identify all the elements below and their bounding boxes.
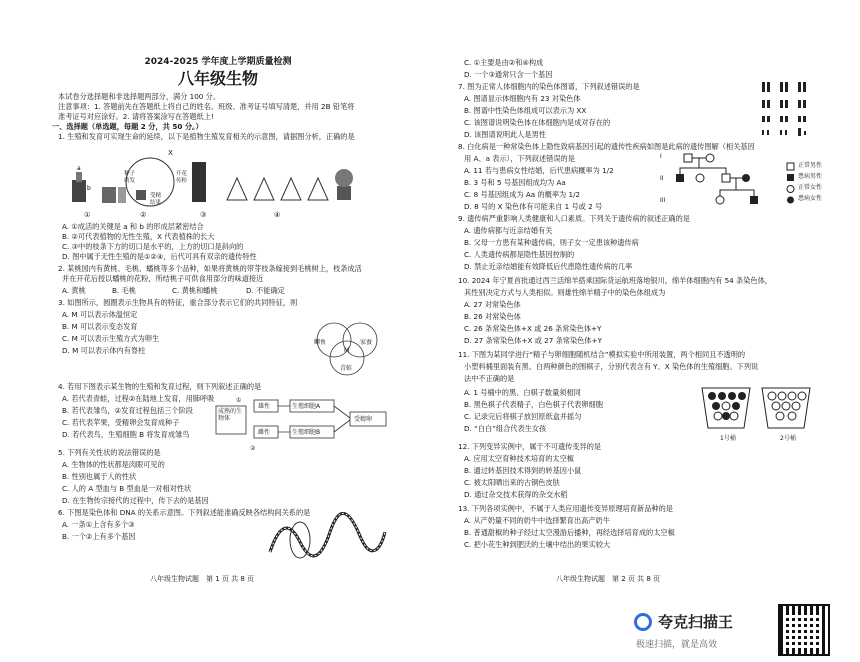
q3-option-b[interactable]: B. M 可以表示变态发育: [62, 322, 138, 331]
q8-option-d[interactable]: D. 8 号的 X 染色体有可能来自 1 号或 2 号: [464, 202, 603, 211]
q6-option-a[interactable]: A. 一条①上含有多个③: [62, 520, 135, 529]
q6-chromosome-diagram: [260, 512, 390, 560]
q8-legend-normal-female: 正常女性: [798, 184, 823, 191]
q10-option-d[interactable]: D. 27 条常染色体+X 或 27 条常染色体+Y: [464, 336, 602, 345]
q3-venn-silkworm: 家蚕: [360, 339, 373, 346]
q12-stem: 12. 下列变异实例中，属于不可遗传变异的是: [458, 442, 602, 451]
q4-diagram-zygote: 受精卵: [354, 416, 373, 423]
q8-legend-affected-female: 患病女性: [798, 195, 823, 202]
q12-option-d[interactable]: D. 通过杂交技术获得的杂交水稻: [464, 490, 568, 499]
q11-stem-c: 法中不正确的是: [464, 374, 515, 383]
q5-option-a[interactable]: A. 生物体的性状都是肉眼可见的: [62, 460, 165, 469]
q2-option-d[interactable]: D. 不能确定: [246, 286, 285, 295]
q4-diagram-step-2: ②: [250, 445, 256, 452]
q3-option-c[interactable]: C. M 可以表示生殖方式为卵生: [62, 334, 160, 343]
q8-option-c[interactable]: C. 8 号基因组成为 Aa 的概率为 1/2: [464, 190, 581, 199]
q3-venn-frog: 青蛙: [340, 365, 353, 372]
scanner-brand-slogan: 极速扫描，就是高效: [636, 640, 718, 650]
q10-option-c[interactable]: C. 26 条常染色体+X 或 26 条常染色体+Y: [464, 324, 602, 333]
q11-option-b[interactable]: B. 黑色棋子代表精子，白色棋子代表卵细胞: [464, 400, 603, 409]
svg-text:b: b: [87, 185, 91, 192]
q1-diagram-bloom: 开花: [176, 171, 188, 177]
q10-option-b[interactable]: B. 26 对常染色体: [464, 312, 521, 321]
q11-buckets-image: [698, 384, 818, 432]
q9-option-d[interactable]: D. 禁止近亲结婚能有效降低后代患隐性遗传病的几率: [464, 262, 633, 271]
q8-pedigree-chart: [670, 152, 780, 214]
q10-option-a[interactable]: A. 27 对常染色体: [464, 300, 521, 309]
q11-option-c[interactable]: C. 记录完后将棋子放回原纸盒并摇匀: [464, 412, 582, 421]
q3-venn-fish: 鲫鱼: [314, 339, 327, 346]
q1-option-b[interactable]: B. ②可代表植物的无性生殖，X 代表植株的长大: [62, 232, 215, 241]
right-page: [436, 0, 860, 662]
q2-option-c[interactable]: C. 黄桃和蟠桃: [172, 286, 218, 295]
q4-option-b[interactable]: B. 若代表雏鸟，②发育过程包括三个阶段: [62, 406, 193, 415]
scanner-brand: [630, 605, 770, 655]
q4-diagram-male: 雄性: [258, 403, 271, 410]
q6-stem: 6. 下图是染色体和 DNA 的关系示意图。下列叙述能准确反映各结构间关系的是: [58, 508, 311, 517]
q8-legend-affected-male: 患病男性: [798, 173, 823, 180]
q1-option-c[interactable]: C. ③中的枝条下方的切口是水平的，上方的切口是斜向的: [62, 242, 244, 251]
q12-option-a[interactable]: A. 应用太空育种技术培育的太空椒: [464, 454, 574, 463]
q8-stem: 8. 白化病是一种常染色体上隐性致病基因引起的遗传性疾病如图是此病的遗传图解（相关基因: [458, 142, 755, 151]
q11-bucket-1-label: 1号桶: [720, 435, 736, 442]
q13-option-a[interactable]: A. 从产奶量不同的奶牛中选择繁育出高产奶牛: [464, 516, 610, 525]
q2-stem-b: 并在开花后授以蟠桃的花粉，所结桃子可供食用部分的味道接近: [62, 274, 264, 283]
q8-gen-2: II: [660, 175, 664, 182]
q7-stem: 7. 图为正常人体细胞内的染色体图谱，下列叙述错误的是: [458, 82, 640, 91]
q7-option-a[interactable]: A. 图谱显示体细胞内有 23 对染色体: [464, 94, 581, 103]
q3-stem: 3. 如图所示，圆圈表示生物具有的特征，重合部分表示它们的共同特征，则: [58, 298, 298, 307]
q9-option-b[interactable]: B. 父母一方患有某种遗传病，则子女一定患该种遗传病: [464, 238, 639, 247]
q11-stem: 11. 下图为某同学进行“精子与卵细胞随机结合”模拟实验中所用装置，两个相同且不透明的: [458, 350, 746, 359]
q5-option-c[interactable]: C. 人的 A 型血与 B 型血是一对相对性状: [62, 484, 192, 493]
q8-gen-1: I: [660, 153, 662, 160]
q7-option-c[interactable]: C. 该图谱说明染色体在体细胞内是成对存在的: [464, 118, 611, 127]
q11-bucket-2-label: 2号桶: [780, 435, 796, 442]
q8-option-b[interactable]: B. 3 号和 5 号基因组成均为 Aa: [464, 178, 566, 187]
q1-diagram-fertilize: 受精: [150, 193, 162, 199]
q4-option-a[interactable]: A. 若代表青蛙，过程②在陆地上发育，用肺呼吸: [62, 394, 215, 403]
q1-label-3: ③: [200, 210, 207, 219]
q7-karyotype-image: [758, 78, 828, 142]
q4-option-c[interactable]: C. 若代表苹果，受精卵会发育成种子: [62, 418, 180, 427]
q6-option-b[interactable]: B. 一个②上有多个基因: [62, 532, 136, 541]
q1-diagram-sprout: 萌发: [124, 178, 136, 184]
q8-option-a[interactable]: A. 11 若与患病女性结婚，后代患病概率为 1/2: [464, 166, 614, 175]
q4-stem: 4. 若用下图表示某生物的生殖和发育过程，则下列叙述正确的是: [58, 382, 262, 391]
q9-stem: 9. 遗传病严重影响人类健康和人口素质。下列关于遗传病的叙述正确的是: [458, 214, 690, 223]
q12-option-b[interactable]: B. 通过转基因技术得到的转基因小鼠: [464, 466, 582, 475]
exam-subject-title: 八年级生物: [177, 69, 258, 88]
svg-text:a: a: [77, 165, 81, 172]
q11-stem-b: 小塑料桶里面装有黑、白两种颜色的围棋子，分别代表含有 Y、X 染色体的生殖细胞。下列说: [464, 362, 759, 371]
q1-label-2: ②: [140, 210, 147, 219]
q10-stem: 10. 2024 年宁夏首批通过西兰活绵羊搭乘国际货运航班落地银川，绵羊体细胞内有 54 条染色体，: [458, 276, 772, 285]
q1-diagram-pollinate: 传粉: [176, 178, 188, 184]
q3-option-d[interactable]: D. M 可以表示体内有脊柱: [62, 346, 146, 355]
q7-option-d[interactable]: D. 该图谱说明此人是男性: [464, 130, 546, 139]
q5-stem: 5. 下列有关性状的说法错误的是: [58, 448, 161, 457]
q6-option-c[interactable]: C. ①主要是由②和④构成: [464, 58, 544, 67]
q3-venn-m: M: [344, 347, 350, 354]
q1-option-d[interactable]: D. 图中属于无性生殖的是①②④，后代可具有双亲的遗传特性: [62, 252, 257, 261]
q6-option-d[interactable]: D. 一个③通常只含一个基因: [464, 70, 553, 79]
q8-legend-normal-male: 正常男性: [798, 162, 823, 169]
q1-label-1: ①: [84, 210, 91, 219]
q8-stem-b: 用 A、a 表示），下列叙述错误的是: [464, 154, 575, 163]
q1-diagram-x: X: [168, 148, 173, 157]
q11-option-d[interactable]: D. “白白”组合代表生女孩: [464, 424, 547, 433]
exam-note-1: 注意事项：1. 答题前先在答题纸上将自己的姓名、班级、准考证号填写清楚，并用 2B 铅笔将: [58, 102, 355, 111]
exam-intro: 本试卷分选择题和非选择题两部分，满分 100 分。: [58, 92, 221, 101]
q1-label-4: ④: [274, 210, 281, 219]
q1-diagram-fruit: 结果: [150, 200, 162, 206]
exam-year-title: 2024-2025 学年度上学期质量检测: [144, 57, 292, 67]
qr-code-icon: [778, 604, 830, 656]
q1-diagram: [62, 142, 362, 222]
exam-note-1b: 准考证号对应涂好。2. 请将答案涂写在答题纸上!: [58, 112, 214, 121]
q4-diagram-cell-b: 生殖细胞B: [292, 429, 321, 436]
q1-diagram-seed: 种子: [124, 171, 136, 177]
q12-option-c[interactable]: C. 被太阳晒出来的古铜色皮肤: [464, 478, 560, 487]
q4-diagram-cell-a: 生殖细胞A: [292, 403, 321, 410]
q3-option-a[interactable]: A. M 可以表示体温恒定: [62, 310, 138, 319]
q1-stem: 1. 生殖和发育可实现生命的延续，以下是植物生殖发育相关的示意图，请据图分析，正确的是: [58, 132, 355, 141]
q4-option-d[interactable]: D. 若代表鸟，生殖细胞 B 将发育成雏鸟: [62, 430, 190, 439]
q7-option-b[interactable]: B. 图谱中性染色体组成可以表示为 XX: [464, 106, 587, 115]
scanner-logo-icon: [634, 613, 652, 631]
q9-option-a[interactable]: A. 遗传病都与近亲结婚有关: [464, 226, 553, 235]
q5-option-b[interactable]: B. 性别也属于人的性状: [62, 472, 137, 481]
scanner-brand-name: 夸克扫描王: [658, 613, 734, 631]
q2-option-a[interactable]: A. 黄桃: [62, 286, 86, 295]
section-title: 一、选择题（单选题，每题 2 分，共 50 分。）: [52, 122, 203, 131]
q11-option-a[interactable]: A. 1 号桶中的黑、白棋子数量须相同: [464, 388, 581, 397]
q9-option-c[interactable]: C. 人类遗传病都是隐性基因控制的: [464, 250, 575, 259]
q2-option-b[interactable]: B. 毛桃: [112, 286, 136, 295]
q13-option-b[interactable]: B. 普通甜椒的种子经过太空漫游后播种，再经选择培育成的太空椒: [464, 528, 675, 537]
page-1-footer: 八年级生物试题 第 1 页 共 8 页: [150, 575, 255, 583]
q4-diagram-organism: 成熟的生物体: [218, 408, 243, 422]
q5-option-d[interactable]: D. 在生物传宗接代的过程中，传下去的是基因: [62, 496, 209, 505]
q4-diagram-female: 雌性: [258, 429, 271, 436]
page-2-footer: 八年级生物试题 第 2 页 共 8 页: [556, 575, 661, 583]
q13-option-c[interactable]: C. 把小花生种到肥沃的土壤中结出的果实较大: [464, 540, 611, 549]
q10-stem-b: 其性别决定方式与人类相似。则雄性绵羊精子中的染色体组成为: [464, 288, 666, 297]
q8-legend-symbols: [786, 162, 796, 206]
q4-diagram-step-1: ①: [236, 397, 242, 404]
q2-stem: 2. 某桃园内有黄桃、毛桃、蟠桃等多个品种，如果将黄桃的带芽枝条嫁接到毛桃树上，枝条成活: [58, 264, 362, 273]
q8-gen-3: III: [660, 197, 666, 204]
q13-stem: 13. 下列各项实例中，不属于人类应用遗传变异原理培育新品种的是: [458, 504, 673, 513]
q1-option-a[interactable]: A. ①成活的关键是 a 和 b 的形成层紧密结合: [62, 222, 204, 231]
